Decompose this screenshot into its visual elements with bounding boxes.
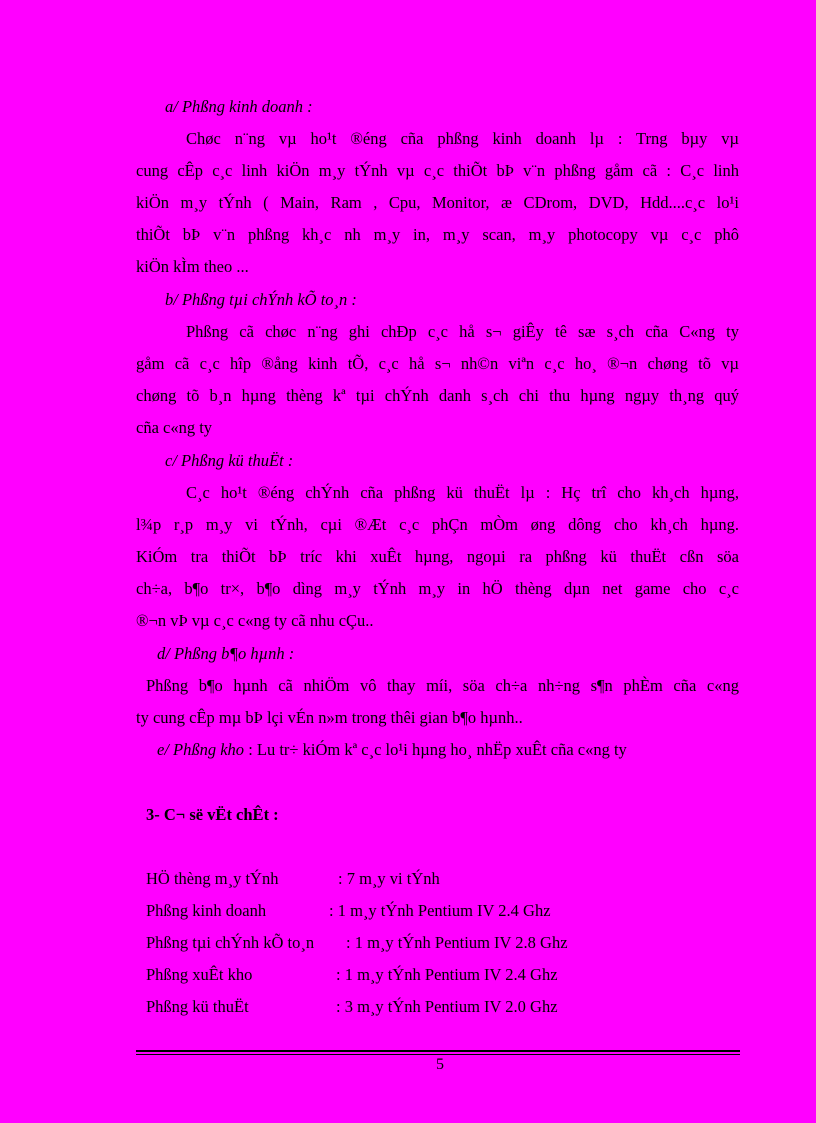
section-e-text: : Lu tr÷ kiÓm kª c¸c lo¹i hµng ho¸ nhËp xuÊt cña c«ng ty (248, 740, 627, 759)
section-b-heading: b/ Phßng tµi chÝnh kÕ to¸n : (165, 290, 357, 309)
section-a-line-5: kiÖn kÌm theo ... (136, 257, 249, 276)
section-d-heading: d/ Phßng b¶o hµnh : (157, 644, 295, 663)
footer-rule-thick (136, 1050, 740, 1052)
facility-row-4-value: : 1 m¸y tÝnh Pentium IV 2.4 Ghz (336, 965, 558, 984)
section-c-line-3: KiÓm tra thiÕt bÞ tríc khi xuÊt hµng, ngoµi ra phßng kü thuËt cßn söa (136, 547, 739, 566)
section-e-heading: e/ Phßng kho (157, 740, 245, 759)
section-d-line-1: Phßng b¶o hµnh cã nhiÖm vô thay míi, söa ch÷a nh÷ng s¶n phÈm cña c«ng (146, 676, 739, 695)
facility-row-2-value: : 1 m¸y tÝnh Pentium IV 2.4 Ghz (329, 901, 551, 920)
facility-row-1-label: HÖ thèng m¸y tÝnh (146, 869, 279, 888)
section-b-line-4: cña c«ng ty (136, 418, 213, 437)
section-a-line-4: thiÕt bÞ v¨n phßng kh¸c nh m¸y in, m¸y scan, m¸y photocopy vµ c¸c phô (136, 225, 739, 244)
facility-row-3-value: : 1 m¸y tÝnh Pentium IV 2.8 Ghz (346, 933, 568, 952)
section-b-line-1: Phßng cã chøc n¨ng ghi chÐp c¸c hå s¬ giÊy tê sæ s¸ch cña C«ng ty (186, 322, 739, 341)
section-e-line (157, 740, 627, 760)
section-c-line-4: ch÷a, b¶o tr×, b¶o dìng m¸y tÝnh m¸y in hÖ thèng dµn net game cho c¸c (136, 579, 739, 598)
section-c-line-5: ®¬n vÞ vµ c¸c c«ng ty cã nhu cÇu.. (136, 611, 374, 630)
facility-row-5-value: : 3 m¸y tÝnh Pentium IV 2.0 Ghz (336, 997, 558, 1016)
section-3-title: 3- C¬ së vËt chÊt : (146, 805, 279, 824)
facility-row-3-label: Phßng tµi chÝnh kÕ to¸n (146, 933, 315, 952)
footer-rule-thin (136, 1054, 740, 1055)
section-c-line-1: C¸c ho¹t ®éng chÝnh cña phßng kü thuËt lµ : Hç trî cho kh¸ch hµng, (186, 483, 739, 502)
section-b-line-3: chøng tõ b¸n hµng thèng kª tµi chÝnh danh s¸ch chi thu hµng ngµy th¸ng quý (136, 386, 739, 405)
section-d-line-2: ty cung cÊp mµ bÞ lçi vÉn n»m trong thêi gian b¶o hµnh.. (136, 708, 523, 727)
page-number: 5 (436, 1056, 444, 1073)
section-c-heading: c/ Phßng kü thuËt : (165, 451, 294, 470)
facility-row-5-label: Phßng kü thuËt (146, 997, 249, 1016)
section-a-line-3: kiÖn m¸y tÝnh ( Main, Ram , Cpu, Monitor, æ CDrom, DVD, Hdd....c¸c lo¹i (136, 193, 739, 212)
facility-row-2-label: Phßng kinh doanh (146, 901, 267, 920)
section-b-line-2: gåm cã c¸c hîp ®ång kinh tÕ, c¸c hå s¬ nh©n viªn c¸c ho¸ ®¬n chøng tõ vµ (136, 354, 739, 373)
section-a-heading: a/ Phßng kinh doanh : (165, 97, 313, 116)
section-a-line-1: Chøc n¨ng vµ ho¹t ®éng cña phßng kinh doanh lµ : Trng bµy vµ (186, 129, 739, 148)
section-a-line-2: cung cÊp c¸c linh kiÖn m¸y tÝnh vµ c¸c thiÕt bÞ v¨n phßng gåm cã : C¸c linh (136, 161, 739, 180)
facility-row-4-label: Phßng xuÊt kho (146, 965, 253, 984)
section-c-line-2: l¾p r¸p m¸y vi tÝnh, cµi ®Æt c¸c phÇn mÒm øng dông cho kh¸ch hµng. (136, 515, 739, 534)
facility-row-1-value: : 7 m¸y vi tÝnh (338, 869, 440, 888)
